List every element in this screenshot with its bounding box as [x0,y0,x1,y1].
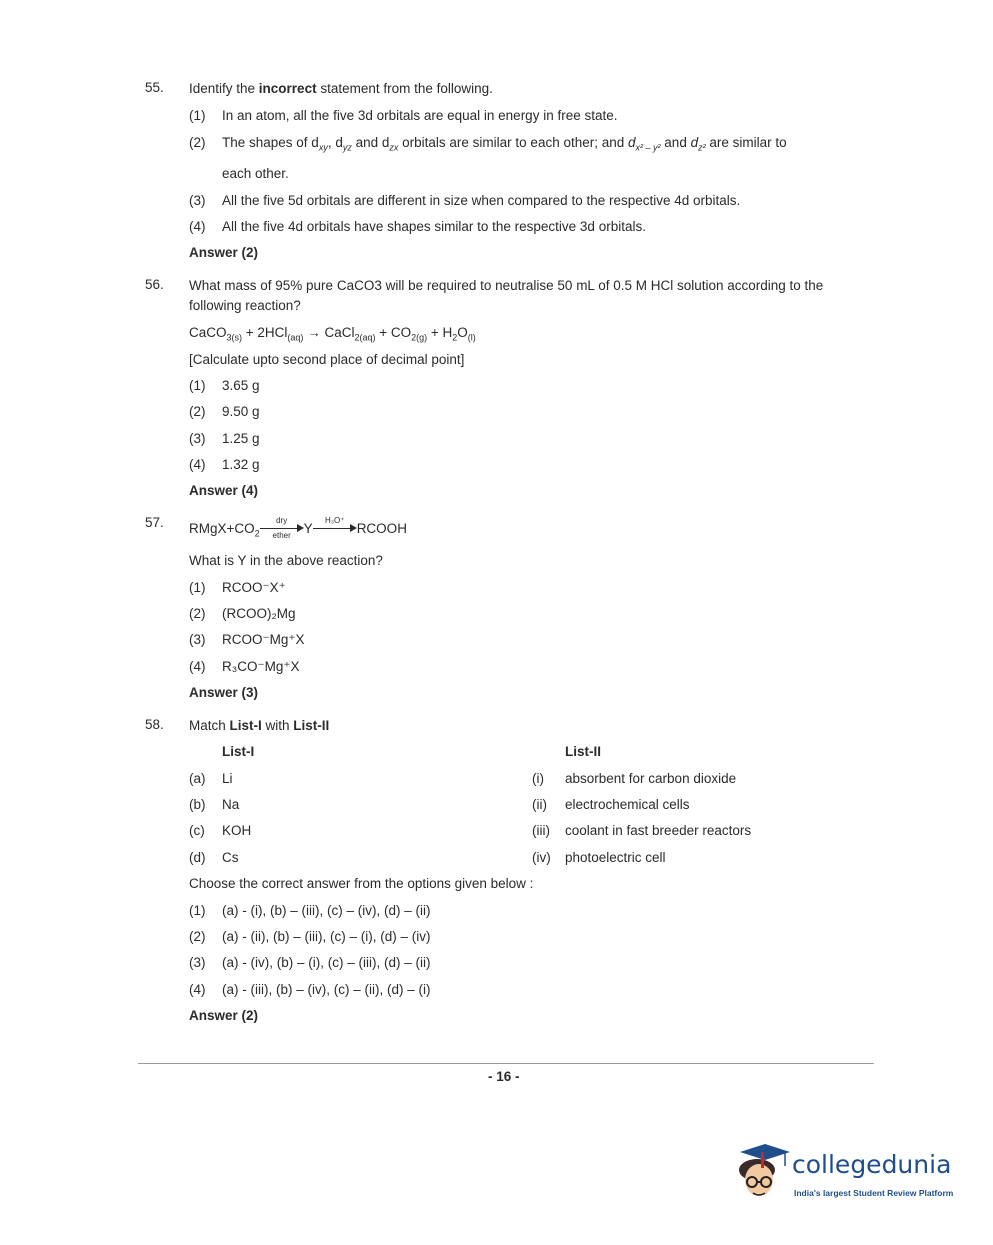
q58-answer: Answer (2) [189,1008,259,1023]
q55-option-2-cont: each other. [222,166,289,181]
q56-number: 56. [145,277,164,292]
list2-item: absorbent for carbon dioxide [565,771,737,786]
q56-option-4: 1.32 g [222,457,260,472]
q58-option-1-label: (1) [189,903,206,918]
q56-stem-line2: following reaction? [189,298,301,313]
q57-stem: What is Y in the above reaction? [189,553,383,568]
hydrolysis-arrow: H₃O⁺ [313,522,357,536]
dry-ether-arrow: dry ether [260,522,304,536]
footer-divider [138,1063,874,1064]
list1-item: Na [222,797,240,812]
q55-option-3-label: (3) [189,193,206,208]
q55-option-4: All the five 4d orbitals have shapes similar to the respective 3d orbitals. [222,219,646,234]
q58-option-4: (a) - (iii), (b) – (iv), (c) – (ii), (d) – (i) [222,982,431,997]
q57-option-4-label: (4) [189,659,206,674]
q55-option-2: The shapes of $d_{xy}$, $d_{yz}$ and $d_{zx}$ orbitals are similar to each other; and $d_{x^2 - y^2}$ and $d_{z^2}$ are similar to [222,135,787,153]
list1-heading: List-I [222,744,255,759]
list1-item: Li [222,771,233,786]
page-number: - 16 - [488,1069,520,1084]
q57-option-1-label: (1) [189,580,206,595]
list1-label: (b) [189,797,206,812]
q58-option-3: (a) - (iv), (b) – (i), (c) – (iii), (d) – (ii) [222,955,431,970]
q56-option-3: 1.25 g [222,431,260,446]
q56-option-2-label: (2) [189,404,206,419]
q56-option-1-label: (1) [189,378,206,393]
list2-item: photoelectric cell [565,850,666,865]
q55-stem: Identify the incorrect statement from the following. [189,81,493,96]
brand-name: collegedunia [792,1150,952,1179]
q57-option-1: RCOO⁻X⁺ [222,580,286,595]
list1-label: (c) [189,823,205,838]
q58-option-2: (a) - (ii), (b) – (iii), (c) – (i), (d) – (iv) [222,929,431,944]
q56-answer: Answer (4) [189,483,259,498]
list1-item: KOH [222,823,252,838]
q56-option-3-label: (3) [189,431,206,446]
q58-instruction: Choose the correct answer from the options given below : [189,876,534,891]
q56-stem-line1: What mass of 95% pure CaCO3 will be required to neutralise 50 mL of 0.5 M HCl solution according to the [189,278,824,293]
q55-answer: Answer (2) [189,245,259,260]
q57-option-3: RCOO⁻Mg⁺X [222,632,305,647]
q56-option-1: 3.65 g [222,378,260,393]
q55-option-1: In an atom, all the five 3d orbitals are equal in energy in free state. [222,108,618,123]
q57-number: 57. [145,515,164,530]
list2-heading: List-II [565,744,601,759]
q55-option-1-label: (1) [189,108,206,123]
list2-item: electrochemical cells [565,797,690,812]
q58-option-1: (a) - (i), (b) – (iii), (c) – (iv), (d) – (ii) [222,903,431,918]
q57-option-2-label: (2) [189,606,206,621]
q56-equation: CaCO$_{3(s)}$ + 2HCl$_{(aq)}$ → CaCl$_{2(aq)}$ + $CO_{2(g)} + H_2O_{(l)}$ [189,325,476,343]
q58-stem: Match List-I with List-II [189,718,330,733]
q58-option-4-label: (4) [189,982,206,997]
q57-option-3-label: (3) [189,632,206,647]
brand-tagline: India's largest Student Review Platform [794,1188,954,1198]
q55-option-4-label: (4) [189,219,206,234]
list2-label: (iv) [532,850,551,865]
list1-label: (d) [189,850,206,865]
q57-option-4: R₃CO⁻Mg⁺X [222,659,300,674]
q56-note: [Calculate upto second place of decimal point] [189,352,465,367]
list1-label: (a) [189,771,206,786]
q58-option-2-label: (2) [189,929,206,944]
list2-item: coolant in fast breeder reactors [565,823,752,838]
q57-answer: Answer (3) [189,685,259,700]
q57-option-2: (RCOO)₂Mg [222,606,296,621]
q56-option-4-label: (4) [189,457,206,472]
q58-option-3-label: (3) [189,955,206,970]
q56-option-2: 9.50 g [222,404,260,419]
q58-number: 58. [145,717,164,732]
list2-label: (i) [532,771,544,786]
list2-label: (ii) [532,797,547,812]
q57-reaction: $RMgX+CO_2$ dry ether Y H₃O⁺ RCOOH [189,516,407,541]
q55-number: 55. [145,80,164,95]
q55-option-2-label: (2) [189,135,206,150]
q55-option-3: All the five 5d orbitals are different in size when compared to the respective 4d orbitals. [222,193,741,208]
list1-item: Cs [222,850,239,865]
list2-label: (iii) [532,823,550,838]
